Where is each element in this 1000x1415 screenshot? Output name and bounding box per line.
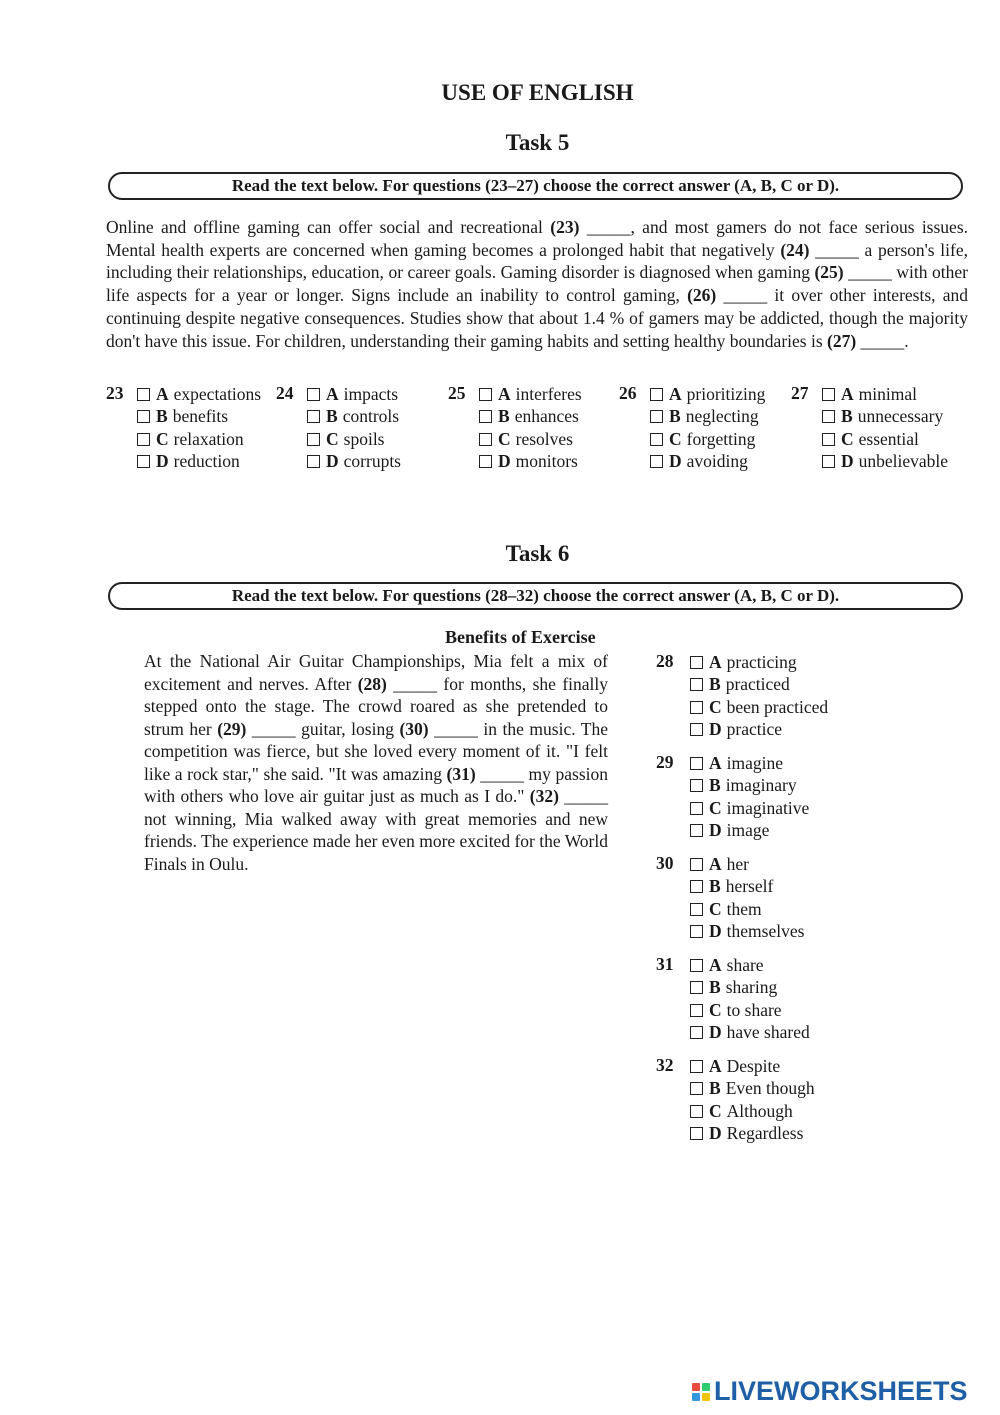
answer-option[interactable] [307,406,401,429]
task6-instruction: Read the text below. For questions (28–32) choose the correct answer (A, B, C or D). [231,586,840,605]
option-text: prioritizing [686,383,766,404]
checkbox[interactable] [479,388,492,401]
option-text: essential [858,428,919,449]
option-letter: D [709,921,722,942]
gap-number: (32) [529,786,559,806]
answer-option[interactable] [690,977,810,1000]
option-letter: B [709,674,721,695]
answer-option[interactable] [690,1123,815,1146]
checkbox[interactable] [690,779,703,792]
task5-heading: Task 5 [505,130,570,155]
logo-square [702,1383,710,1391]
option-text: unnecessary [857,406,944,427]
question-number: 25 [448,383,466,403]
option-text: her [726,853,749,874]
task5-question-23 [106,383,261,473]
answer-option[interactable] [650,451,765,474]
passage-text: _____ in the music. The competition was fierce, but she loved every moment of it. "I felt like a rock star," she said. "It was amazing [144,718,608,784]
option-letter: B [156,406,168,427]
checkbox[interactable] [307,388,320,401]
option-letter: A [709,1055,722,1076]
option-letter: A [156,383,169,404]
answer-option[interactable] [479,428,582,451]
option-text: forgetting [686,428,756,449]
task5-passage [106,216,968,352]
task6-instruction-box [108,582,963,610]
option-letter: D [841,451,854,472]
checkbox[interactable] [690,925,703,938]
answer-option[interactable] [137,406,261,429]
option-text: benefits [172,406,229,427]
answer-option[interactable] [479,406,582,429]
checkbox[interactable] [690,858,703,871]
option-text: relaxation [173,428,244,449]
task6-subtitle: Benefits of Exercise [445,627,596,647]
checkbox[interactable] [690,701,703,714]
option-text: have shared [726,1022,810,1043]
gap-number: (26) [687,285,717,306]
task6-question-28 [656,651,828,741]
option-text: avoiding [686,451,748,472]
checkbox[interactable] [690,824,703,837]
checkbox[interactable] [690,903,703,916]
option-letter: B [709,977,721,998]
checkbox[interactable] [690,1105,703,1118]
checkbox[interactable] [690,1026,703,1039]
logo-square [702,1393,710,1401]
option-text: herself [725,876,774,897]
checkbox[interactable] [690,757,703,770]
checkbox[interactable] [690,1004,703,1017]
question-number: 23 [106,383,124,403]
checkbox[interactable] [650,410,663,423]
option-text: Regardless [726,1123,804,1144]
option-letter: C [709,898,722,919]
checkbox[interactable] [690,981,703,994]
checkbox[interactable] [307,455,320,468]
option-letter: A [709,752,722,773]
option-letter: A [669,383,682,404]
option-text: share [726,954,764,975]
answer-option[interactable] [690,898,804,921]
question-number: 27 [791,383,809,403]
answer-option[interactable] [690,1100,815,1123]
task6-question-29 [656,752,809,842]
answer-option[interactable] [690,696,828,719]
answer-option[interactable] [479,383,582,406]
option-letter: C [709,999,722,1020]
option-text: been practiced [726,696,829,717]
checkbox[interactable] [479,410,492,423]
checkbox[interactable] [690,723,703,736]
option-text: resolves [515,428,573,449]
checkbox[interactable] [479,433,492,446]
answer-option[interactable] [137,451,261,474]
passage-text: _____, and most gamers do not face serious issues. Mental health experts are concerned when gaming becomes a prolonged habit that negatively [106,217,969,260]
answer-option[interactable] [822,451,948,474]
option-text: imagine [726,752,784,773]
checkbox[interactable] [822,455,835,468]
option-letter: D [156,451,169,472]
checkbox[interactable] [137,388,150,401]
option-text: sharing [725,977,778,998]
option-text: practice [726,719,783,740]
answer-option[interactable] [690,820,809,843]
option-text: reduction [173,451,240,472]
task5-instruction: Read the text below. For questions (23–27) choose the correct answer (A, B, C or D). [231,176,840,195]
option-text: enhances [514,406,579,427]
question-number: 26 [619,383,637,403]
option-text: interferes [515,383,582,404]
option-letter: B [709,775,721,796]
answer-option[interactable] [307,383,401,406]
task5-question-27 [791,383,948,473]
option-text: practiced [725,674,790,695]
option-text: Despite [726,1055,781,1076]
task6-passage [144,650,608,875]
option-letter: A [326,383,339,404]
task6-question-30 [656,853,804,943]
option-letter: C [709,696,722,717]
logo-square [692,1393,700,1401]
option-letter: D [326,451,339,472]
option-text: to share [726,999,782,1020]
option-letter: A [841,383,854,404]
passage-text: _____ guitar, losing [246,718,400,739]
task6-question-32 [656,1055,815,1145]
passage-text: _____ with other life aspects for a year or longer. Signs include an inability to control gaming, [106,262,968,306]
checkbox[interactable] [690,678,703,691]
option-text: controls [342,406,400,427]
answer-option[interactable] [137,428,261,451]
page-title: USE OF ENGLISH [441,80,634,105]
option-letter: C [326,428,339,449]
option-letter: B [841,406,853,427]
gap-number: (29) [217,718,247,739]
checkbox[interactable] [307,410,320,423]
checkbox[interactable] [137,455,150,468]
option-text: image [726,820,770,841]
checkbox[interactable] [479,455,492,468]
answer-option[interactable] [690,1022,810,1045]
option-letter: B [709,1078,721,1099]
option-letter: B [498,406,510,427]
passage-text: _____ a person's life, including their relationships, education, or career goals. Gaming disorder is diagnosed when gaming [106,239,968,283]
option-text: corrupts [343,451,401,472]
gap-number: (31) [446,763,476,784]
checkbox[interactable] [650,455,663,468]
question-number: 28 [656,651,674,671]
task5-instruction-box [108,172,963,200]
checkbox[interactable] [690,1082,703,1095]
option-letter: D [709,820,722,841]
answer-option[interactable] [307,451,401,474]
option-letter: D [709,1022,722,1043]
task5-question-24 [276,383,401,473]
passage-text: At the National Air Guitar Championships, Mia felt a mix of excitement and nerves. After [144,651,608,694]
checkbox[interactable] [650,433,663,446]
passage-text: _____ my passion with others who love air guitar just as much as I do." [144,763,608,806]
passage-text: _____. [856,330,909,351]
checkbox[interactable] [690,802,703,815]
checkbox[interactable] [650,388,663,401]
answer-option[interactable] [650,406,765,429]
answer-option[interactable] [690,876,804,899]
passage-text: _____ for months, she finally stepped onto the stage. The crowd roared as she pretended to strum her [144,673,608,739]
answer-option[interactable] [650,428,765,451]
answer-option[interactable] [650,383,765,406]
gap-number: (24) [780,239,810,260]
gap-number: (23) [550,217,580,237]
answer-option[interactable] [690,775,809,798]
answer-option[interactable] [690,921,804,944]
question-number: 24 [276,383,294,403]
option-text: themselves [726,921,805,942]
option-letter: C [841,428,854,449]
checkbox[interactable] [822,433,835,446]
option-text: them [726,898,762,919]
option-letter: C [498,428,511,449]
checkbox[interactable] [137,433,150,446]
option-text: imaginative [726,797,810,818]
answer-option[interactable] [690,954,810,977]
answer-option[interactable] [307,428,401,451]
option-text: spoils [343,428,385,449]
checkbox[interactable] [822,410,835,423]
option-text: monitors [515,451,578,472]
answer-option[interactable] [690,674,828,697]
passage-text: _____ not winning, Mia walked away with great memories and new friends. The experience made her even more excited for the World Finals in Oulu. [144,786,609,874]
answer-option[interactable] [690,1078,815,1101]
passage-text: _____ it over other interests, and continuing despite negative consequences. Studies show that about 1.4 % of gamers may be addicted, though the majority don't have this issue. For children, understanding their gaming habits and setting healthy boundaries is [106,285,968,351]
option-letter: B [326,406,338,427]
option-letter: A [709,954,722,975]
option-letter: D [709,1123,722,1144]
checkbox[interactable] [690,1127,703,1140]
answer-option[interactable] [822,383,948,406]
question-number: 30 [656,853,674,873]
option-letter: B [709,876,721,897]
answer-option[interactable] [690,752,809,775]
task6-question-31 [656,954,810,1044]
option-letter: A [709,853,722,874]
option-text: Although [726,1100,793,1121]
question-number: 31 [656,954,674,974]
option-letter: A [498,383,511,404]
answer-option[interactable] [479,451,582,474]
option-letter: A [709,651,722,672]
option-letter: D [669,451,682,472]
answer-option[interactable] [822,406,948,429]
question-number: 29 [656,752,674,772]
question-number: 32 [656,1055,674,1075]
option-letter: C [669,428,682,449]
answer-option[interactable] [690,999,810,1022]
passage-text: Online and offline gaming can offer social and recreational [106,217,551,237]
gap-number: (27) [827,330,857,351]
answer-option[interactable] [690,651,828,674]
checkbox[interactable] [690,880,703,893]
answer-option[interactable] [690,853,804,876]
answer-option[interactable] [690,797,809,820]
option-text: imaginary [725,775,797,796]
task5-question-26 [619,383,765,473]
gap-number: (30) [399,718,429,739]
option-letter: C [709,797,722,818]
option-text: neglecting [685,406,759,427]
logo-square [692,1383,700,1391]
option-text: expectations [173,383,262,404]
option-letter: D [498,451,511,472]
answer-option[interactable] [690,1055,815,1078]
option-letter: C [156,428,169,449]
answer-option[interactable] [690,719,828,742]
checkbox[interactable] [137,410,150,423]
gap-number: (25) [814,262,844,283]
task5-question-25 [448,383,582,473]
option-text: unbelievable [858,451,949,472]
checkbox[interactable] [690,959,703,972]
answer-option[interactable] [137,383,261,406]
option-letter: C [709,1100,722,1121]
option-letter: D [709,719,722,740]
gap-number: (28) [357,673,387,694]
option-text: Even though [725,1078,815,1099]
answer-option[interactable] [822,428,948,451]
option-letter: B [669,406,681,427]
option-text: practicing [726,651,797,672]
checkbox[interactable] [307,433,320,446]
liveworksheets-logo [692,1376,968,1407]
logo-icon [692,1383,710,1401]
option-text: impacts [343,383,399,404]
option-text: minimal [858,383,917,404]
logo-text: LIVEWORKSHEETS [714,1376,968,1406]
task6-heading: Task 6 [505,541,570,566]
checkbox[interactable] [690,1060,703,1073]
checkbox[interactable] [690,656,703,669]
checkbox[interactable] [822,388,835,401]
